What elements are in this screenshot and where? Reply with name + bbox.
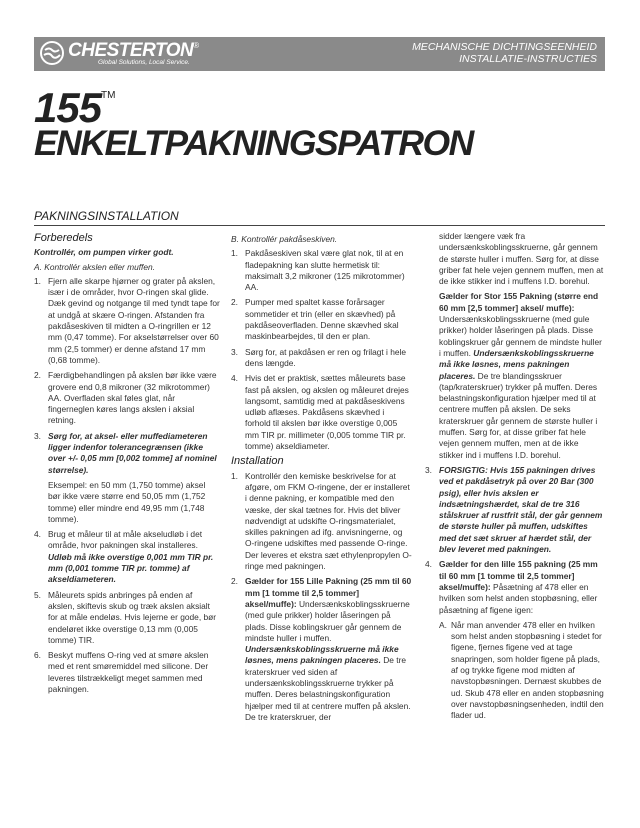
product-title: ENKELTPAKNINGSPATRON xyxy=(34,123,473,163)
document-type xyxy=(412,41,597,65)
list-item: 4. Brug et måleur til at måle akseludløb i det område, hvor pakningen skal installeres. Udløb må ikke overstige 0,001 mm TIR pr. mm (0,001 tomme TIR pr. tomme) af akseldiameteren. xyxy=(34,529,214,585)
list-item: 3. Sørg for, at aksel- eller muffediameteren ligger indenfor tolerancegrænsen (ikke over +/- 0,05 mm [0,002 tomme] af nominel størrelse). xyxy=(34,430,217,475)
list-item: 2. Gælder for 155 Lille Pakning (25 mm til 60 mm [1 tomme til 2,5 tommer] aksel/muffe): Undersænkskoblingsskruerne (med gule prikker) holder låseringen på plads. Disse koblingskruer går gennem de mindste huller i muffen. Undersænkskoblingsskruerne må ikke løsnes, mens pakningen placeres. De tre kraterskruer ved siden af undersænkskoblingsskruerne trykker på muffen. Deres belastningskonfiguration hjælper med til at centrere muffen på akslen. De tre kraterskruer, der xyxy=(231,576,412,722)
preparation-intro: Kontrollér, om pumpen virker godt. xyxy=(34,247,174,258)
step-b-heading: B. Kontrollér pakdåseskiven. xyxy=(231,234,338,244)
list-item: 2. Færdigbehandlingen på akslen bør ikke være grovere end 0,8 mikroner (32 mikrotommer) AA. Overfladen skal føles glat, når fingerneglen køres langs akslen i aksial retning. xyxy=(34,370,217,426)
section-divider xyxy=(34,225,605,226)
list-item: 4. Gælder for den lille 155 pakning (25 mm til 60 mm [1 tomme til 2,5 tommer] aksel/muffe): Påsætning af 478 eller en hvilken som helst anden stopbøsning, eller påsætning af figene igen: xyxy=(425,559,598,615)
list-item: 1. Fjern alle skarpe hjørner og grater på akslen, især i de områder, hvor O-ringen skal glide. Dæk gevind og notgange til med tyndt tape for at undgå at skære O-ringen. Afstanden fra pakdåseskiven til midten a O-ringrillen er 12 mm (0,47 tomme). For akselstørrelser over 60 mm (2,5 tommer) er denne afstand 17 mm (0,68 tomme). xyxy=(34,275,220,365)
step-a-heading: A. Kontrollér akslen eller muffen. xyxy=(34,261,156,272)
section-heading: PAKNINGSINSTALLATION xyxy=(34,209,179,223)
list-item: 3. Sørg for, at pakdåsen er ren og frilagt i hele dens længde. xyxy=(231,346,407,368)
list-item: 3. FORSIGTIG: Hvis 155 pakningen drives ved et pakdåsetryk på over 20 Bar (300 psig), eller hvis akslen er indsætningshærdet, skal de tre 316 stålskruer af rustfrit stål, der går gennem de største huller på muffen, udskiftes med det sæt skruer af hærdet stål, der blev leveret med pakningen. xyxy=(425,464,603,555)
sub-list-item: A. Når man anvender 478 eller en hvilken som helst anden stopbøsning i stedet for figene, fjernes figene ved at tage snapringen, som holder figene på plads, af og trykke figene mod midten af navstopbøsningen. Dernæst skubbes de ud. Skub 478 eller en anden stopbøsning over navstopbøsningsenheden, indtil den flader ud. xyxy=(439,619,604,721)
preparation-heading: Forberedels xyxy=(34,232,93,244)
document-type-line1: MECHANISCHE DICHTINGSEENHEID xyxy=(412,41,597,53)
brand-name: CHESTERTON xyxy=(68,40,194,61)
column-3 xyxy=(425,231,605,721)
list-item: 1. Pakdåseskiven skal være glat nok, til at en fladepakning kan slutte hermetisk til: maksimalt 3,2 mikroner (125 mikrotommer) AA. xyxy=(231,248,405,293)
large-seal-text: Gælder for Stor 155 Pakning (større end 60 mm [2,5 tommer] aksel/ muffe): Undersænkskoblingsskruerne (med gule prikker) holder låseringen på plads. Disse koblingskruer går gennem de mindste huller i muffen. Undersænkskoblingsskruerne må ikke løsnes, mens pakningen placeres. De tre blandingsskruer (tap/kraterskruer) trykker på muffen. Deres belastningskonfiguration hjælper med til at centrere muffen på akslen. De seks kraterskruer går gennem de største huller i muffen. Sørg for, at disse griber fat hele vejen gennem muffen, men at de ikke stikker ind i muffens I.D. borehul. xyxy=(439,291,602,460)
list-item: 1. Kontrollér den kemiske beskrivelse for at afgøre, om FKM O-ringene, der er installeret i denne pakning, er kompatible med den væske, der skal tætnes for. Hvis det bliver nødvendigt at udskifte O-ringsmaterialet, skilles pakningen ad ifg. anvisningerne, og O-ringene udskiftes med passende O-ringe. Der leveres et ekstra sæt ethylenpropylen O-ringe med pakningen. xyxy=(231,470,412,572)
list-item: 4. Hvis det er praktisk, sættes måleurets base fast på akslen, og akslen og måleuret drejes langsomt, samtidig med at pakdåseskivens udløb aflæses. Pakdåsens skævhed i forhold til akslen bør ikke overstige 0,005 mm TIR pr. millimeter (0,005 tomme TIR pr. tomme) akseldiameter. xyxy=(231,373,409,452)
brand-tagline: Global Solutions, Local Service. xyxy=(98,59,190,66)
list-item: 2. Pumper med spaltet kasse forårsager sommetider et trin (eller en skævhed) på pakdåseoverfladen. Denne skævhed skal maskinbearbejdes, til den er plan. xyxy=(231,297,399,342)
trademark-mark: TM xyxy=(101,90,116,101)
column-1 xyxy=(34,231,220,699)
list-item: 6. Beskyt muffens O-ring ved at smøre akslen med et rent smøremiddel med silicone. Der leveres tilstrækkeligt meget sammen med pakningen. xyxy=(34,650,209,694)
globe-icon xyxy=(40,41,64,65)
header-banner xyxy=(34,37,605,71)
installation-heading: Installation xyxy=(231,455,284,468)
column-2 xyxy=(231,231,412,727)
list-item: 5. Måleurets spids anbringes på enden af akslen, skiftevis skub og træk akslen aksialt for at måle endeløs. Hvis lejerne er gode, bør endeløret ikke overstige 0,13 mm (0,005 tomme) TIR. xyxy=(34,589,217,645)
product-number: 155 xyxy=(34,84,102,131)
example-text: Eksempel: en 50 mm (1,750 tomme) aksel bør ikke være større end 50,05 mm (1,752 tomme) eller mindre end 49,95 mm (1,748 tomme). xyxy=(48,479,206,524)
chesterton-logo: CHESTERTON ® xyxy=(40,41,199,67)
continued-text: sidder længere væk fra undersænkskoblingsskruerne, går gennem de største huller i muffen. Sørg for, at disse griber fat hele vejen gennem muffen, men at de ikke stikker ind i muffens I.D. borehul. xyxy=(439,231,604,287)
document-type-line2: INSTALLATIE-INSTRUCTIES xyxy=(459,53,597,65)
